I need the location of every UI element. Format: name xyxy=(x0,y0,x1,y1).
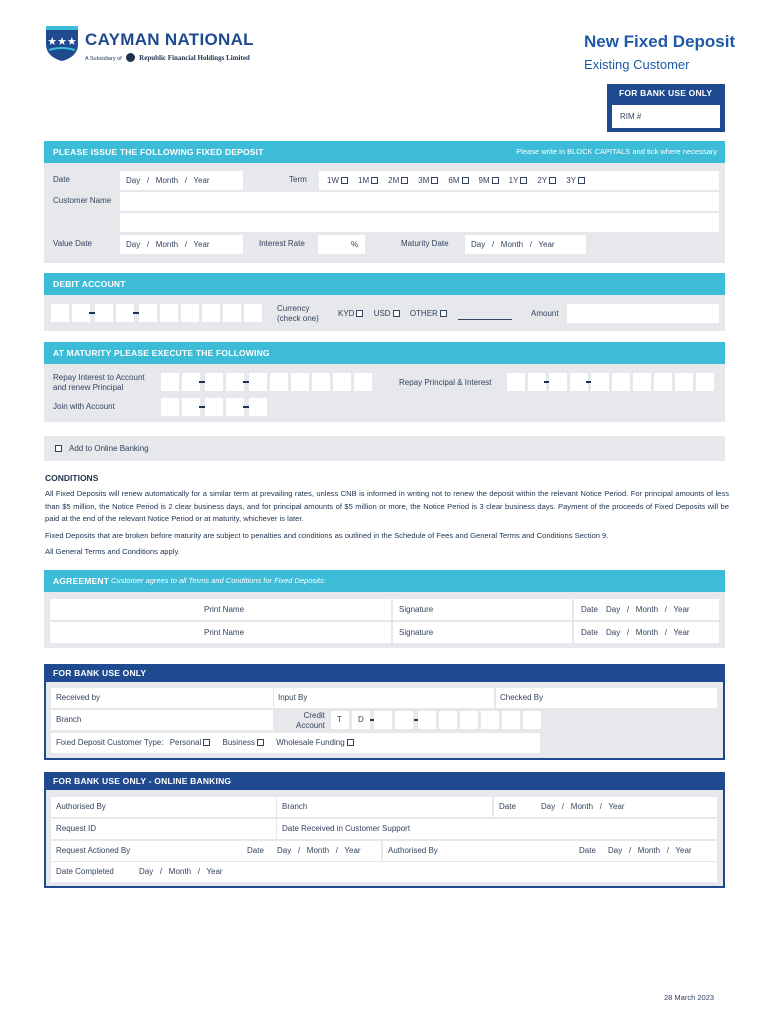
credit-account-digit-box[interactable] xyxy=(502,711,520,729)
ob-authorised-date-label: Date xyxy=(579,846,596,855)
ob-authorised-by-2-label: Authorised By xyxy=(388,846,438,855)
repay-principal-account-digit-box[interactable] xyxy=(612,373,630,391)
ob-branch-field[interactable] xyxy=(277,797,492,817)
agreement-date-field-1[interactable] xyxy=(574,599,719,620)
term-option-2y[interactable] xyxy=(537,176,556,185)
ob-authorised-by-field[interactable] xyxy=(51,797,276,817)
credit-account-type-box-letter: T xyxy=(337,715,342,724)
repay-interest-account-digit-box[interactable] xyxy=(226,373,244,391)
date-received-label: Date Received in Customer Support xyxy=(282,824,411,833)
date-received-field[interactable] xyxy=(277,819,717,839)
rim-label: RIM # xyxy=(620,112,642,121)
received-by-label: Received by xyxy=(56,693,101,702)
repay-interest-account-digit-box[interactable] xyxy=(291,373,309,391)
debit-account-digit-box[interactable] xyxy=(181,304,199,322)
print-name-field-2[interactable] xyxy=(50,622,391,643)
repay-principal-account-digit-box[interactable] xyxy=(549,373,567,391)
maturity-heading: AT MATURITY PLEASE EXECUTE THE FOLLOWING xyxy=(53,348,270,358)
maturity-date-label: Maturity Date xyxy=(401,239,449,248)
repay-principal-account-digit-box[interactable] xyxy=(654,373,672,391)
business-checkbox[interactable] xyxy=(257,739,264,746)
shield-stars-icon xyxy=(44,24,80,62)
currency-label xyxy=(277,304,319,324)
signature-field-2[interactable] xyxy=(393,622,572,643)
credit-account-digit-box[interactable] xyxy=(418,711,436,729)
online-banking-checkbox[interactable] xyxy=(55,445,62,452)
print-name-label-1: Print Name xyxy=(204,605,245,614)
term-label-2y: 2Y xyxy=(537,176,548,185)
credit-account-digit-box[interactable] xyxy=(460,711,478,729)
agreement-date-field-2[interactable] xyxy=(574,622,719,643)
date-format: Day / Month / Year xyxy=(126,176,210,185)
logo xyxy=(44,24,284,66)
request-id-label: Request ID xyxy=(56,824,97,833)
debit-account-digit-box[interactable] xyxy=(116,304,134,322)
term-label-3m: 3M xyxy=(418,176,430,185)
bank-use-heading: FOR BANK USE ONLY xyxy=(53,668,147,678)
term-option-2m[interactable] xyxy=(388,176,408,185)
ob-authorised-date-format: Day / Month / Year xyxy=(608,846,692,855)
conditions-heading: CONDITIONS xyxy=(45,473,99,483)
term-checkbox-3m[interactable] xyxy=(431,177,438,184)
date-completed-field[interactable] xyxy=(51,862,717,882)
signature-field-1[interactable] xyxy=(393,599,572,620)
credit-account-digit-box[interactable] xyxy=(439,711,457,729)
credit-account-type-box[interactable] xyxy=(331,711,349,729)
date-completed-format: Day / Month / Year xyxy=(139,867,223,876)
term-option-1m[interactable] xyxy=(358,176,378,185)
footer-date: 28 March 2023 xyxy=(664,993,715,1002)
debit-account-digit-box[interactable] xyxy=(202,304,220,322)
term-options xyxy=(319,171,719,190)
agreement-note: Customer agrees to all Terms and Conditions for Fixed Deposits: xyxy=(111,576,326,585)
join-account-digit-box[interactable] xyxy=(226,398,244,416)
business-label: Business xyxy=(222,738,255,747)
value-date-format: Day / Month / Year xyxy=(126,240,210,249)
brand-parent: Republic Financial Holdings Limited xyxy=(139,54,250,62)
personal-checkbox[interactable] xyxy=(203,739,210,746)
term-option-6m[interactable] xyxy=(448,176,468,185)
repay-interest-label-2: and renew Principal xyxy=(53,383,124,392)
other-currency-line[interactable] xyxy=(458,319,512,320)
repay-interest-account-digit-box[interactable] xyxy=(270,373,288,391)
page-subtitle: Existing Customer xyxy=(584,57,690,72)
repay-interest-account-digit-box[interactable] xyxy=(312,373,330,391)
amount-field[interactable] xyxy=(567,304,719,323)
request-actioned-date-label: Date xyxy=(247,846,264,855)
repay-interest-account-digit-box[interactable] xyxy=(161,373,179,391)
request-actioned-label: Request Actioned By xyxy=(56,846,131,855)
credit-account-d-box[interactable] xyxy=(352,711,370,729)
credit-account-label-2: Account xyxy=(296,720,325,730)
usd-label: USD xyxy=(373,309,391,318)
term-checkbox-2m[interactable] xyxy=(401,177,408,184)
agreement-date-format-1: Day / Month / Year xyxy=(606,605,690,614)
debit-heading-bar xyxy=(44,273,725,295)
input-by-label: Input By xyxy=(278,693,308,702)
repay-interest-label xyxy=(53,373,145,393)
join-account-digit-box[interactable] xyxy=(249,398,267,416)
term-label-9m: 9M xyxy=(478,176,490,185)
repay-interest-account-digit-box[interactable] xyxy=(182,373,200,391)
term-option-1w[interactable] xyxy=(327,176,348,185)
rim-field[interactable] xyxy=(612,105,720,128)
agreement-heading-bar xyxy=(44,570,725,592)
debit-account-digit-box[interactable] xyxy=(244,304,262,322)
term-checkbox-1w[interactable] xyxy=(341,177,348,184)
brand-name: CAYMAN NATIONAL xyxy=(85,30,254,49)
checked-by-field[interactable] xyxy=(496,688,717,708)
usd-checkbox[interactable] xyxy=(393,310,400,317)
term-label-1y: 1Y xyxy=(508,176,519,185)
currency-label-line2: (check one) xyxy=(277,314,319,323)
svg-text:★★★: ★★★ xyxy=(47,35,77,48)
debit-account-digit-box[interactable] xyxy=(51,304,69,322)
credit-account-label xyxy=(296,711,325,730)
term-option-9m[interactable] xyxy=(479,176,499,185)
wholesale-checkbox[interactable] xyxy=(347,739,354,746)
online-bank-use-heading-bar xyxy=(44,772,725,790)
brand-subsidiary: A Subsidiary of xyxy=(85,56,122,62)
maturity-date-format: Day / Month / Year xyxy=(471,240,555,249)
signature-label-2: Signature xyxy=(399,628,434,637)
agreement-heading: AGREEMENT xyxy=(53,576,110,586)
currency-label-line1: Currency xyxy=(277,304,310,313)
customer-type-label: Fixed Deposit Customer Type: xyxy=(56,738,164,747)
debit-account-digit-box[interactable] xyxy=(95,304,113,322)
customer-name-field-1[interactable] xyxy=(120,192,719,211)
value-date-field[interactable] xyxy=(120,235,243,254)
page-title: New Fixed Deposit xyxy=(584,32,736,51)
debit-account-digit-box[interactable] xyxy=(72,304,90,322)
bank-use-heading-bar xyxy=(44,664,725,682)
term-checkbox-3y[interactable] xyxy=(578,177,585,184)
repay-interest-account-digit-box[interactable] xyxy=(354,373,372,391)
other-checkbox[interactable] xyxy=(440,310,447,317)
interest-rate-label: Interest Rate xyxy=(259,239,305,248)
repay-principal-account-digit-box[interactable] xyxy=(507,373,525,391)
term-checkbox-6m[interactable] xyxy=(462,177,469,184)
term-label-1m: 1M xyxy=(358,176,370,185)
conditions-paragraph-1: All Fixed Deposits will renew automatically for a similar term at prevailing rates, unless CNB is informed in writing not to renew the deposit within the relevant Notice Period. For principal amounts of less than $5 million, the Notice Period is 2 clear business days, and for principal amounts of $5 million or more, the Notice Period is 3 clear business days. Payment of the proceeds of Fixed Deposits will be paid at the end of the relevant Notice Period or at maturity, whichever is later. xyxy=(45,489,729,523)
maturity-date-field[interactable] xyxy=(465,235,586,254)
repay-principal-account-digit-box[interactable] xyxy=(675,373,693,391)
term-checkbox-9m[interactable] xyxy=(492,177,499,184)
kyd-checkbox[interactable] xyxy=(356,310,363,317)
date-completed-label: Date Completed xyxy=(56,867,114,876)
debit-account-digit-box[interactable] xyxy=(223,304,241,322)
term-checkbox-2y[interactable] xyxy=(549,177,556,184)
request-actioned-date-format: Day / Month / Year xyxy=(277,846,361,855)
credit-account-digit-box[interactable] xyxy=(523,711,541,729)
interest-rate-field[interactable] xyxy=(318,235,365,254)
term-checkbox-1y[interactable] xyxy=(520,177,527,184)
issue-heading: PLEASE ISSUE THE FOLLOWING FIXED DEPOSIT xyxy=(53,147,264,157)
maturity-heading-bar xyxy=(44,342,725,364)
customer-type-field xyxy=(51,733,540,753)
print-name-label-2: Print Name xyxy=(204,628,245,637)
repay-principal-label: Repay Principal & Interest xyxy=(399,378,492,387)
wholesale-label: Wholesale Funding xyxy=(276,738,345,747)
customer-name-label: Customer Name xyxy=(53,196,112,205)
signature-label-1: Signature xyxy=(399,605,434,614)
repay-interest-account-digit-box[interactable] xyxy=(333,373,351,391)
repay-principal-account-digit-box[interactable] xyxy=(696,373,714,391)
received-by-field[interactable] xyxy=(51,688,273,708)
debit-heading: DEBIT ACCOUNT xyxy=(53,279,126,289)
agreement-date-label-1: Date xyxy=(581,605,598,614)
value-date-label: Value Date xyxy=(53,239,92,248)
debit-account-digit-box[interactable] xyxy=(139,304,157,322)
ob-authorised-by-2-field[interactable] xyxy=(383,841,717,861)
term-label-1w: 1W xyxy=(327,176,339,185)
print-name-field-1[interactable] xyxy=(50,599,391,620)
join-account-digit-box[interactable] xyxy=(205,398,223,416)
date-label: Date xyxy=(53,175,70,184)
credit-account-d-box-letter: D xyxy=(358,715,364,724)
term-label-2m: 2M xyxy=(388,176,400,185)
repay-principal-account-digit-box[interactable] xyxy=(591,373,609,391)
ob-date-format: Day / Month / Year xyxy=(541,802,625,811)
agreement-date-label-2: Date xyxy=(581,628,598,637)
repay-interest-account-digit-box[interactable] xyxy=(249,373,267,391)
currency-options xyxy=(338,309,447,318)
repay-interest-account-digit-box[interactable] xyxy=(205,373,223,391)
amount-label: Amount xyxy=(531,309,559,318)
join-account-label: Join with Account xyxy=(53,402,115,411)
bank-use-top-heading: FOR BANK USE ONLY xyxy=(619,88,713,98)
input-by-field[interactable] xyxy=(274,688,494,708)
checked-by-label: Checked By xyxy=(500,693,544,702)
online-bank-use-heading: FOR BANK USE ONLY - ONLINE BANKING xyxy=(53,776,232,786)
customer-name-field-2[interactable] xyxy=(120,213,719,232)
debit-account-digit-box[interactable] xyxy=(160,304,178,322)
issue-note: Please write in BLOCK CAPITALS and tick where necessary xyxy=(516,147,717,156)
credit-account-digit-box[interactable] xyxy=(395,711,413,729)
term-label-6m: 6M xyxy=(448,176,460,185)
conditions-paragraph-3: All General Terms and Conditions apply. xyxy=(45,547,180,556)
join-account-digit-box[interactable] xyxy=(182,398,200,416)
ob-authorised-by-label: Authorised By xyxy=(56,802,106,811)
request-actioned-field[interactable] xyxy=(51,841,381,861)
other-label: OTHER xyxy=(409,309,438,318)
ob-date-label: Date xyxy=(499,802,516,811)
conditions-paragraph-2: Fixed Deposits that are broken before maturity are subject to penalties and conditions as outlined in the Schedule of Fees and General Terms and Conditions Section 9. xyxy=(45,531,609,540)
credit-account-digit-box[interactable] xyxy=(481,711,499,729)
repay-principal-account-digit-box[interactable] xyxy=(633,373,651,391)
term-checkbox-1m[interactable] xyxy=(371,177,378,184)
agreement-date-format-2: Day / Month / Year xyxy=(606,628,690,637)
term-option-1y[interactable] xyxy=(509,176,528,185)
term-option-3m[interactable] xyxy=(418,176,438,185)
term-option-3y[interactable] xyxy=(566,176,585,185)
personal-label: Personal xyxy=(169,738,202,747)
online-banking-label: Add to Online Banking xyxy=(69,444,149,453)
branch-label: Branch xyxy=(56,715,82,724)
ob-branch-label: Branch xyxy=(282,802,308,811)
credit-account-label-1: Credit xyxy=(303,711,325,720)
percent-sign: % xyxy=(351,240,359,249)
request-id-field[interactable] xyxy=(51,819,276,839)
credit-account-digit-box[interactable] xyxy=(374,711,392,729)
issue-heading-bar xyxy=(44,141,725,163)
kyd-label: KYD xyxy=(338,309,355,318)
term-label-3y: 3Y xyxy=(566,176,577,185)
repay-interest-label-1: Repay Interest to Account xyxy=(53,373,145,382)
online-banking-panel xyxy=(44,436,725,461)
parent-logo-icon xyxy=(126,53,135,62)
bank-use-top-box xyxy=(607,84,725,132)
date-field[interactable] xyxy=(120,171,243,190)
join-account-digit-box[interactable] xyxy=(161,398,179,416)
branch-field[interactable] xyxy=(51,710,273,730)
ob-date-field[interactable] xyxy=(494,797,717,817)
term-label: Term xyxy=(289,175,307,184)
